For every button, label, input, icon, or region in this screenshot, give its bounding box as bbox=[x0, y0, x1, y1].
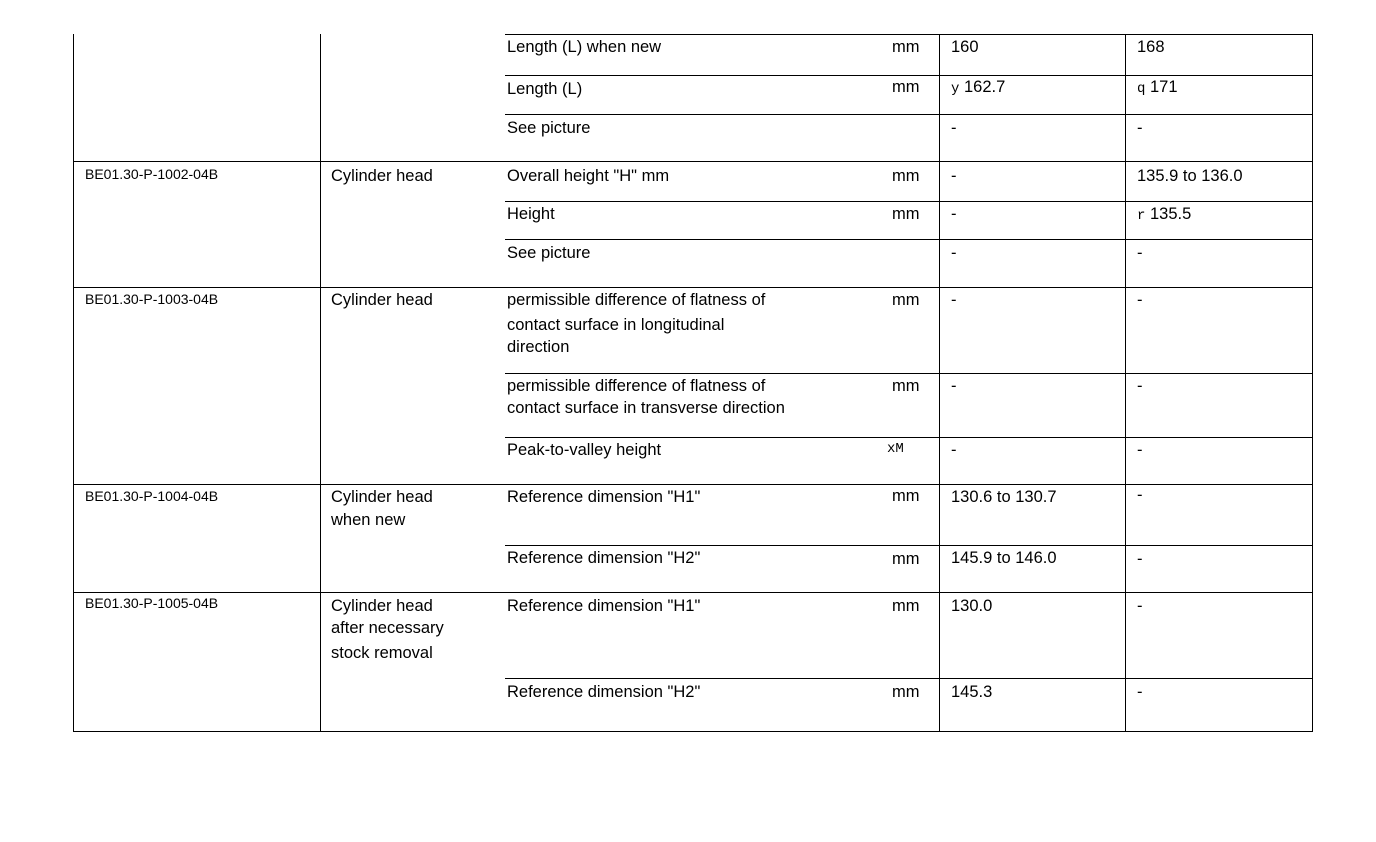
limit-value: - bbox=[1137, 486, 1143, 504]
subrow-divider bbox=[505, 373, 1313, 374]
unit-label: mm bbox=[892, 205, 920, 223]
limit-value: - bbox=[1137, 244, 1143, 262]
unit-label: mm bbox=[892, 683, 920, 701]
new-value-text: 162.7 bbox=[964, 78, 1006, 96]
reference-code: BE01.30-P-1005-04B bbox=[85, 595, 219, 611]
new-value bbox=[951, 76, 1005, 100]
parameter-label: permissible difference of flatness of bbox=[507, 291, 766, 309]
subrow-divider bbox=[505, 34, 1313, 35]
less-equal-symbol: r bbox=[1137, 208, 1146, 224]
reference-code: BE01.30-P-1004-04B bbox=[85, 488, 219, 504]
subrow-divider bbox=[505, 201, 1313, 202]
parameter-label: permissible difference of flatness of bbox=[507, 377, 766, 395]
unit-label: mm bbox=[892, 597, 920, 615]
subrow-divider bbox=[505, 437, 1313, 438]
new-value: 145.3 bbox=[951, 683, 993, 701]
unit-label: mm bbox=[892, 291, 920, 309]
limit-value: - bbox=[1137, 550, 1143, 568]
limit-value: - bbox=[1137, 683, 1143, 701]
unit-label: mm bbox=[892, 377, 920, 395]
column-divider bbox=[320, 34, 321, 732]
parameter-label: Length (L) when new bbox=[507, 38, 662, 56]
new-value: 130.6 to 130.7 bbox=[951, 488, 1057, 506]
table-border-bottom bbox=[73, 731, 1313, 732]
limit-value bbox=[1137, 203, 1191, 227]
limit-value-text: 171 bbox=[1150, 78, 1178, 96]
component-name: Cylinder head bbox=[331, 488, 433, 506]
parameter-label: Length (L) bbox=[507, 80, 583, 98]
parameter-label: contact surface in longitudinal bbox=[507, 316, 725, 334]
new-value: - bbox=[951, 119, 957, 137]
component-name: Cylinder head bbox=[331, 167, 433, 185]
component-name: Cylinder head bbox=[331, 291, 433, 309]
limit-value: 168 bbox=[1137, 38, 1165, 56]
new-value: - bbox=[951, 291, 957, 309]
limit-value: - bbox=[1137, 291, 1143, 309]
limit-value: - bbox=[1137, 597, 1143, 615]
parameter-label: contact surface in transverse direction bbox=[507, 399, 785, 417]
greater-equal-symbol: y bbox=[951, 81, 960, 97]
subrow-divider bbox=[505, 239, 1313, 240]
unit-label: mm bbox=[892, 78, 920, 96]
parameter-label: Reference dimension "H1" bbox=[507, 597, 701, 615]
parameter-label: Reference dimension "H2" bbox=[507, 549, 701, 567]
limit-value: 135.9 to 136.0 bbox=[1137, 167, 1243, 185]
row-divider bbox=[73, 287, 1313, 288]
parameter-label: direction bbox=[507, 338, 570, 356]
limit-value: - bbox=[1137, 441, 1143, 459]
table-border-left bbox=[73, 34, 74, 732]
column-divider bbox=[1125, 34, 1126, 732]
limit-value: - bbox=[1137, 377, 1143, 395]
limit-value bbox=[1137, 76, 1178, 100]
parameter-label: Height bbox=[507, 205, 555, 223]
new-value: 130.0 bbox=[951, 597, 993, 615]
row-divider bbox=[73, 161, 1313, 162]
new-value: 145.9 to 146.0 bbox=[951, 549, 1057, 567]
unit-label bbox=[887, 436, 904, 460]
component-name: after necessary bbox=[331, 619, 444, 637]
reference-code: BE01.30-P-1002-04B bbox=[85, 166, 219, 182]
unit-label: mm bbox=[892, 38, 920, 56]
limit-value-text: 135.5 bbox=[1150, 205, 1192, 223]
parameter-label: Reference dimension "H1" bbox=[507, 488, 701, 506]
row-divider bbox=[73, 592, 1313, 593]
table-border-right bbox=[1312, 34, 1313, 732]
parameter-label: Reference dimension "H2" bbox=[507, 683, 701, 701]
parameter-label: Peak-to-valley height bbox=[507, 441, 662, 459]
subrow-divider bbox=[505, 678, 1313, 679]
new-value: 160 bbox=[951, 38, 979, 56]
new-value: - bbox=[951, 205, 957, 223]
less-equal-symbol: q bbox=[1137, 81, 1146, 97]
component-name: stock removal bbox=[331, 644, 433, 662]
new-value: - bbox=[951, 377, 957, 395]
row-divider bbox=[73, 484, 1313, 485]
micro-symbol: xM bbox=[887, 441, 904, 457]
component-name: Cylinder head bbox=[331, 597, 433, 615]
new-value: - bbox=[951, 244, 957, 262]
limit-value: - bbox=[1137, 119, 1143, 137]
unit-label: mm bbox=[892, 550, 920, 568]
unit-label: mm bbox=[892, 167, 920, 185]
new-value: - bbox=[951, 167, 957, 185]
parameter-label: See picture bbox=[507, 119, 591, 137]
parameter-label: Overall height "H" mm bbox=[507, 167, 670, 185]
unit-label: mm bbox=[892, 487, 920, 505]
reference-code: BE01.30-P-1003-04B bbox=[85, 291, 219, 307]
subrow-divider bbox=[505, 114, 1313, 115]
new-value: - bbox=[951, 441, 957, 459]
component-name: when new bbox=[331, 511, 406, 529]
parameter-label: See picture bbox=[507, 244, 591, 262]
subrow-divider bbox=[505, 545, 1313, 546]
column-divider bbox=[939, 34, 940, 732]
